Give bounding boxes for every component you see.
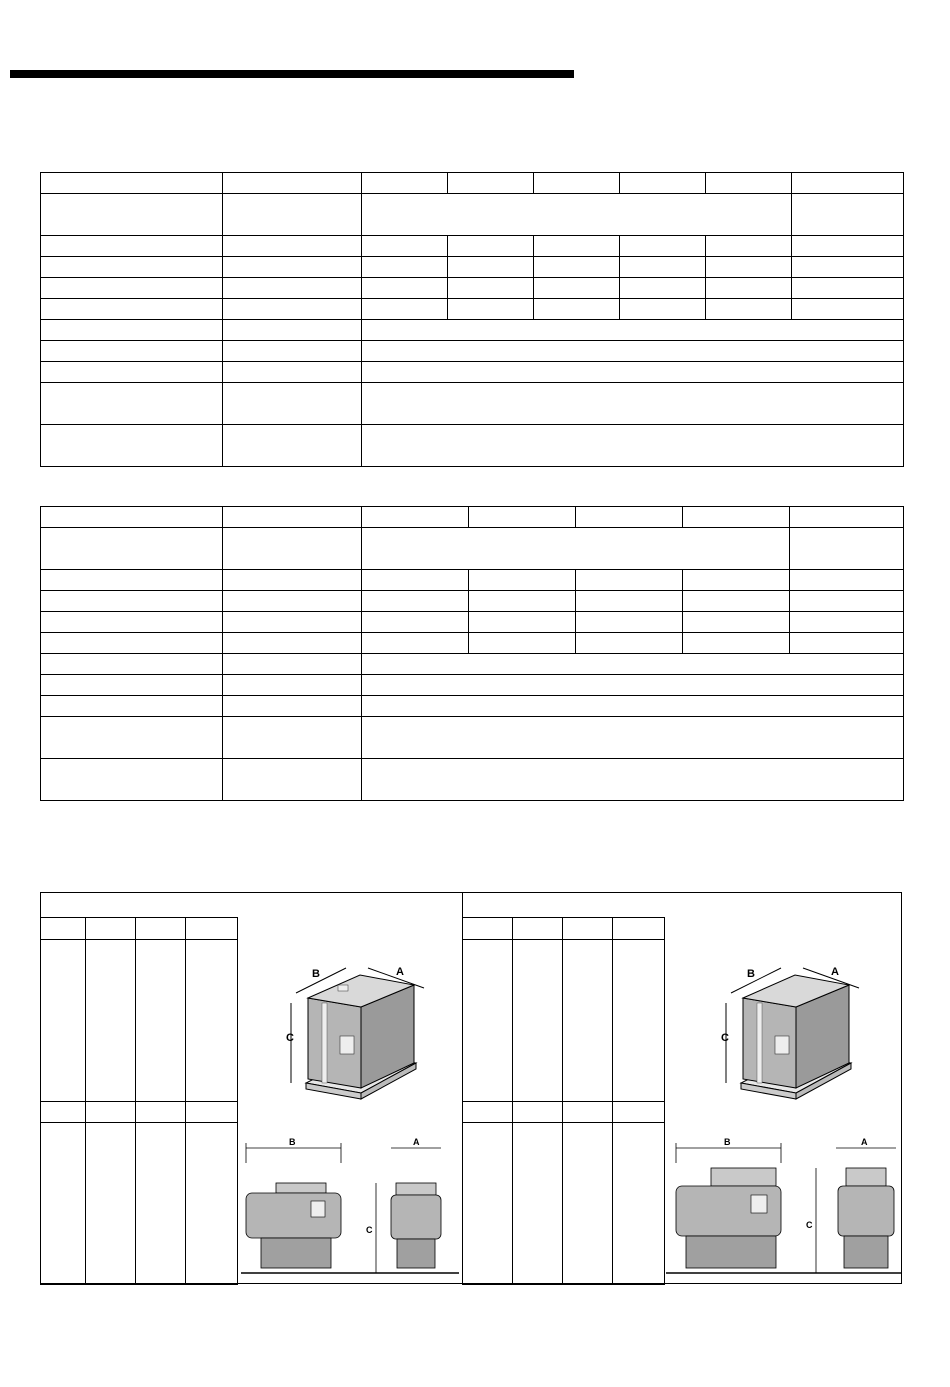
label-b: B [289, 1137, 296, 1147]
table-row [41, 528, 904, 570]
table-row [41, 507, 904, 528]
table-row [41, 299, 904, 320]
table-row [41, 717, 904, 759]
packing-dimensions-table-left [40, 917, 238, 1285]
label-a: A [413, 1137, 420, 1147]
packaging-dimensions-section [40, 892, 902, 1284]
table-row [41, 194, 904, 236]
header-rule [10, 70, 574, 78]
table-row [41, 654, 904, 675]
label-c: C [286, 1032, 294, 1044]
label-a: A [831, 966, 839, 978]
label-c: C [806, 1220, 813, 1230]
table-row [41, 612, 904, 633]
machine-dimensions-illustration-right [666, 1133, 902, 1283]
table-row [41, 918, 238, 940]
table-row [463, 1102, 665, 1123]
table-row [41, 383, 904, 425]
table-row [41, 940, 238, 1102]
table-row [41, 591, 904, 612]
table-row [41, 362, 904, 383]
table-row [41, 696, 904, 717]
label-a: A [396, 966, 404, 978]
table-row [41, 675, 904, 696]
label-a: A [861, 1137, 868, 1147]
table-row [41, 425, 904, 467]
label-c: C [721, 1032, 729, 1044]
table-row [463, 1123, 665, 1285]
table-row [41, 1102, 238, 1123]
packaged-crate-illustration-right [721, 963, 891, 1098]
label-b: B [312, 968, 320, 980]
table-row [41, 257, 904, 278]
label-b: B [724, 1137, 731, 1147]
table-row [41, 236, 904, 257]
technical-data-table-2 [40, 506, 904, 801]
packaged-crate-illustration-left [286, 963, 456, 1098]
table-row [41, 341, 904, 362]
table-row [41, 173, 904, 194]
table-row [41, 633, 904, 654]
table-row [41, 570, 904, 591]
table-row [41, 1123, 238, 1285]
packing-dimensions-table-right [462, 917, 665, 1285]
technical-data-table-1 [40, 172, 904, 467]
table-row [41, 759, 904, 801]
label-b: B [747, 968, 755, 980]
table-row [41, 320, 904, 341]
table-row [463, 918, 665, 940]
table-row [41, 278, 904, 299]
table-row [463, 940, 665, 1102]
machine-dimensions-illustration-left [241, 1133, 461, 1283]
label-c: C [366, 1225, 373, 1235]
